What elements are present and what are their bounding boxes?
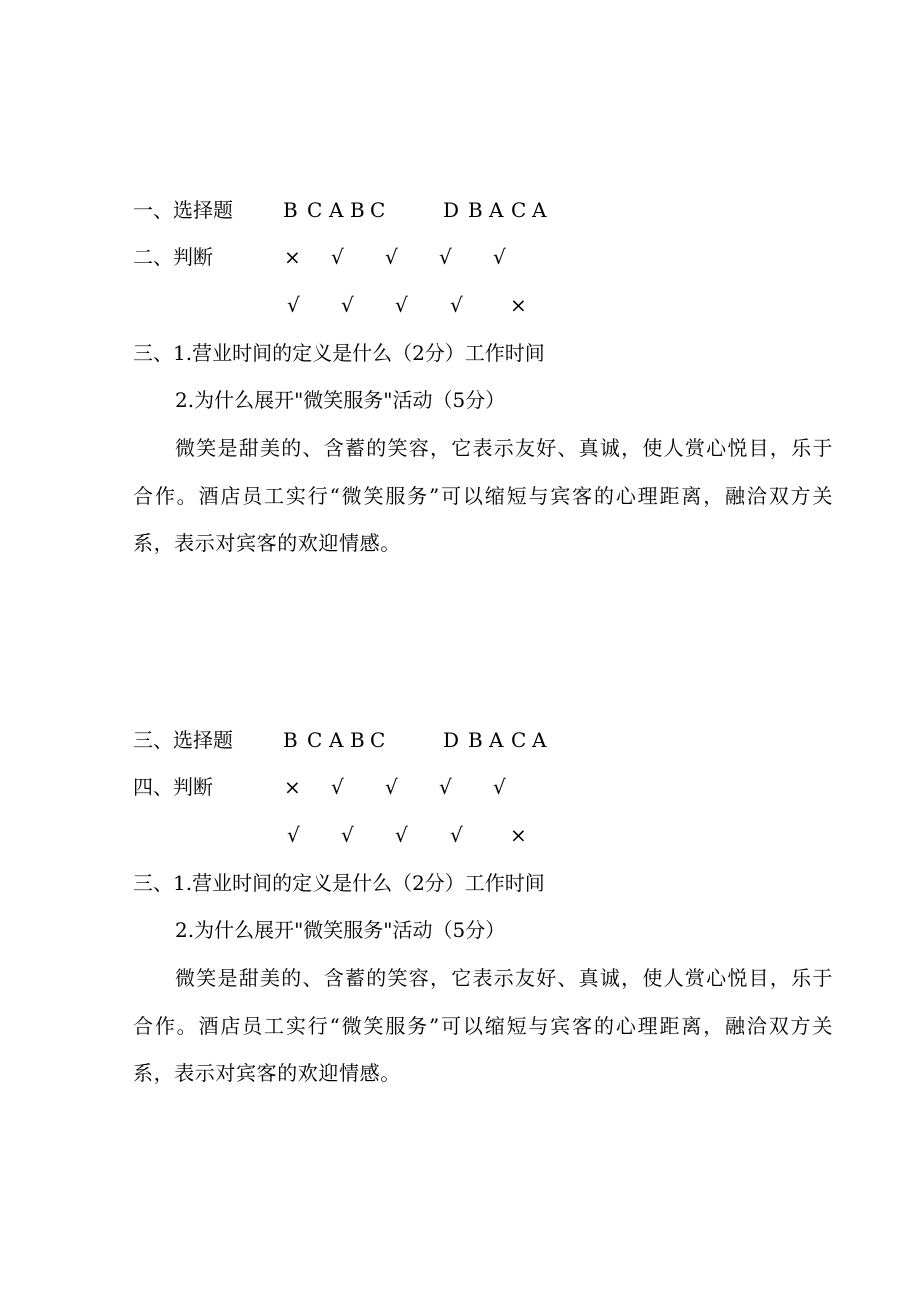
choice-answer: D [443,198,460,222]
choice-answer: C [307,198,323,222]
judge-label: 四、判断 [133,775,213,799]
choice-answer: B [468,728,483,752]
judge-label: 二、判断 [133,245,213,269]
check-mark: √ [331,775,344,799]
cross-mark: × [510,293,527,317]
cross-mark: × [284,245,301,269]
short-answer-question-2: 2.为什么展开"微笑服务"活动（5分） [175,388,506,412]
choice-label: 三、选择题 [133,728,233,752]
choice-answer: C [511,728,527,752]
choice-answer: A [489,198,504,222]
check-mark: √ [493,775,506,799]
check-mark: √ [395,293,408,317]
choice-answer: B [283,728,298,752]
choice-answer: C [370,728,386,752]
check-mark: √ [450,293,463,317]
choice-answer: D [443,728,460,752]
short-answer-question-1: 三、1.营业时间的定义是什么（2分）工作时间 [133,871,545,895]
choice-answer: C [307,728,323,752]
cross-mark: × [510,823,527,847]
cross-mark: × [284,775,301,799]
choice-answer: B [468,198,483,222]
check-mark: √ [341,293,354,317]
check-mark: √ [439,775,452,799]
short-answer-paragraph: 微笑是甜美的、含蓄的笑容，它表示友好、真诚，使人赏心悦目，乐于合作。酒店员工实行“微笑服务”可以缩短与宾客的心理距离，融洽双方关系，表示对宾客的欢迎情感。 [133,436,833,555]
short-answer-question-1: 三、1.营业时间的定义是什么（2分）工作时间 [133,341,545,365]
choice-answer: A [329,728,344,752]
check-mark: √ [385,245,398,269]
check-mark: √ [450,823,463,847]
check-mark: √ [331,245,344,269]
check-mark: √ [287,293,300,317]
check-mark: √ [439,245,452,269]
short-answer-question-2: 2.为什么展开"微笑服务"活动（5分） [175,918,506,942]
choice-answer: A [532,728,547,752]
choice-answer: B [283,198,298,222]
choice-answer: A [532,198,547,222]
check-mark: √ [341,823,354,847]
choice-answer: B [350,728,365,752]
choice-answer: C [370,198,386,222]
short-answer-paragraph: 微笑是甜美的、含蓄的笑容，它表示友好、真诚，使人赏心悦目，乐于合作。酒店员工实行“微笑服务”可以缩短与宾客的心理距离，融洽双方关系，表示对宾客的欢迎情感。 [133,966,833,1085]
choice-answer: C [511,198,527,222]
check-mark: √ [395,823,408,847]
check-mark: √ [287,823,300,847]
choice-answer: A [489,728,504,752]
check-mark: √ [493,245,506,269]
choice-label: 一、选择题 [133,198,233,222]
choice-answer: B [350,198,365,222]
check-mark: √ [385,775,398,799]
choice-answer: A [329,198,344,222]
